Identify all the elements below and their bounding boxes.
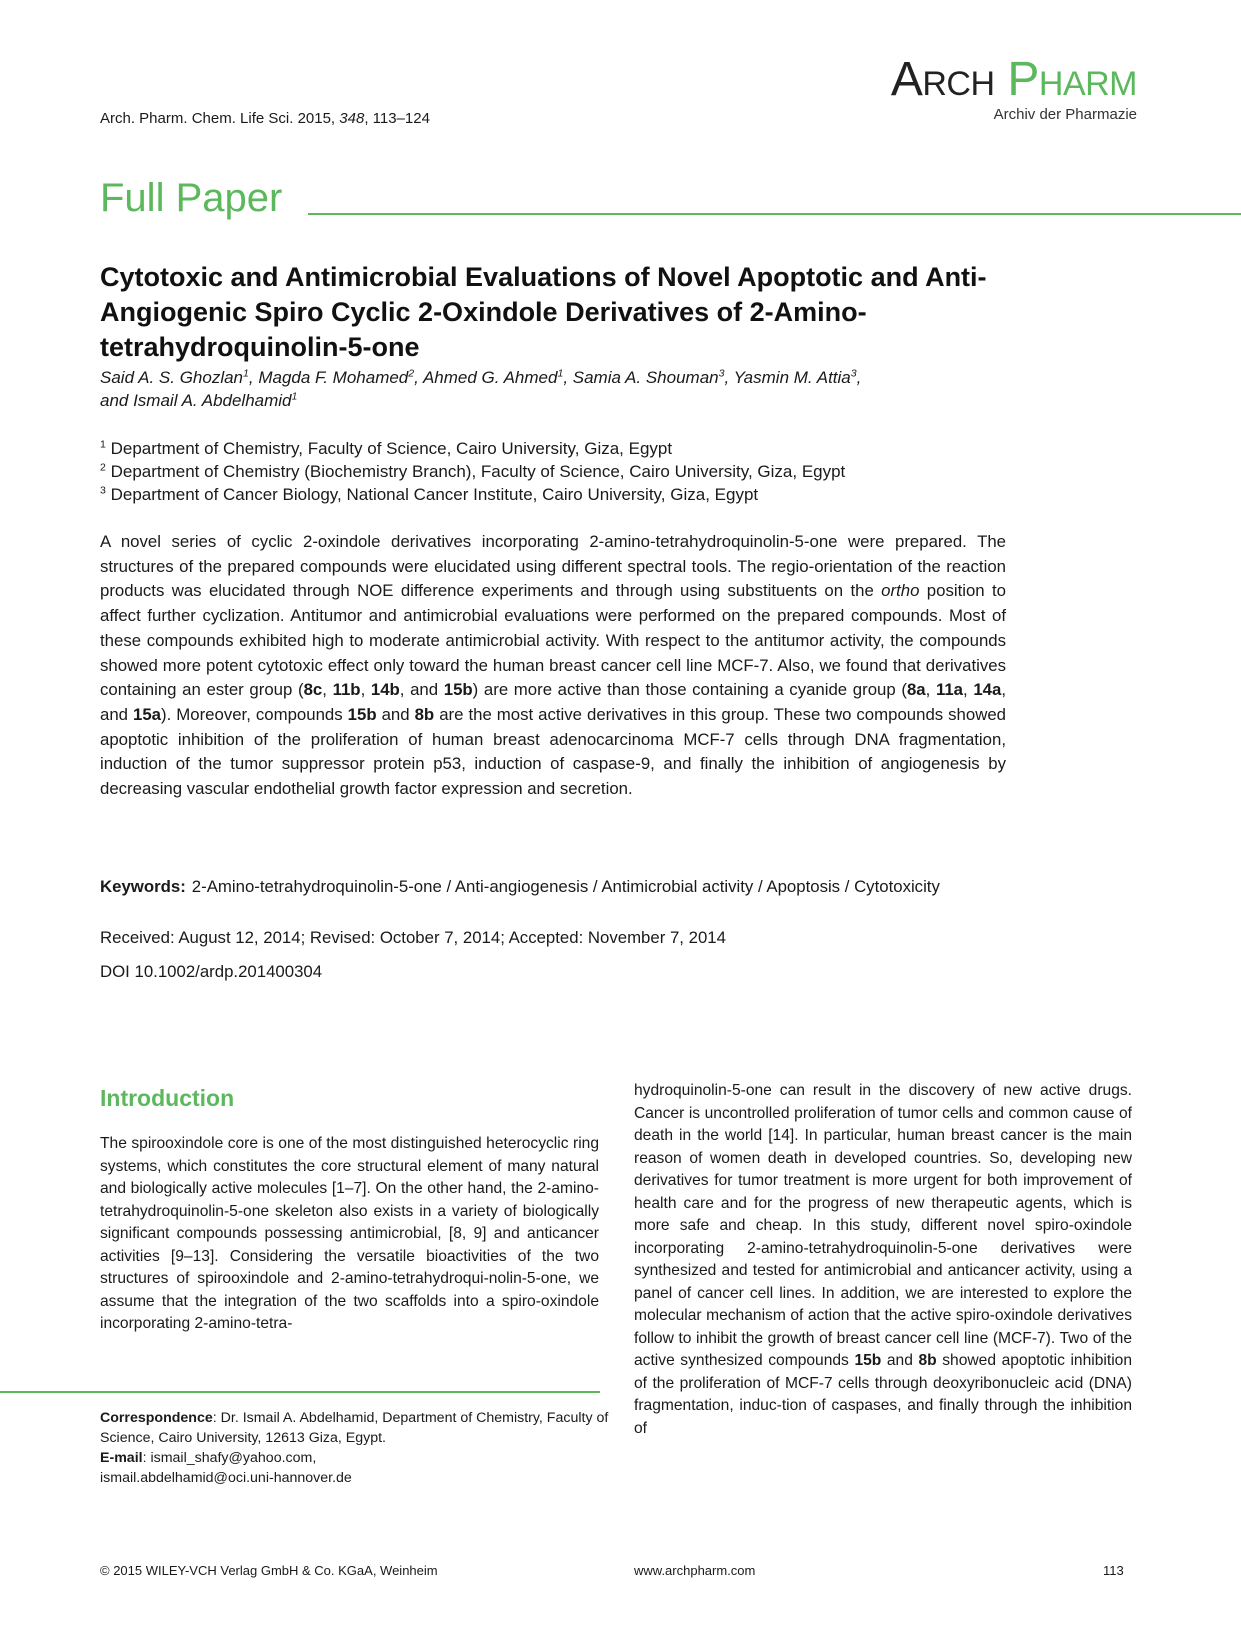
abstract-run: are the most active derivatives in this group. These two compounds showed apoptotic inhibition of the proliferation of human breast adenocarcinoma MCF-7 cells through DNA fragmentation, induction of the tumor suppressor protein p53, induction of caspase-9, and finally the inhibition of angiogenesis by decreasing vascular endothelial growth factor expression and secretion. [100, 704, 1007, 799]
logo-wordmark [891, 54, 1137, 106]
abstract-run: , [963, 680, 974, 700]
page-number: 113 [1103, 1563, 1124, 1578]
journal-pages: , 113–124 [364, 110, 430, 127]
abstract-run: 11a [935, 680, 964, 700]
intro-right-run: 15b [854, 1352, 882, 1369]
affiliation-number: 2 [100, 461, 106, 474]
logo-subtitle: Archiv der Pharmazie [993, 106, 1137, 123]
keywords-text: 2-Amino-tetrahydroquinolin-5-one / Anti-angiogenesis / Antimicrobial activity / Apoptosis / Cytotoxicity [191, 877, 940, 896]
affiliation-item [100, 437, 1060, 460]
abstract-run: , [322, 680, 333, 700]
author-name: Samia A. Shouman [572, 368, 719, 387]
author-affiliation-mark: 2 [408, 367, 415, 380]
abstract-run: , [925, 680, 936, 700]
author-separator: , [856, 368, 862, 387]
logo-pharm: Pharm [1007, 53, 1137, 106]
abstract-run: A novel series of cyclic 2-oxindole derivatives incorporating 2-amino-tetrahydroquinolin-5-one were prepared. The structures of the prepared compounds were elucidated using different spectral tools. The regio-orientation of the reaction products was elucidated through NOE difference experiments and through using substituents on the [100, 532, 1006, 601]
article-title: Cytotoxic and Antimicrobial Evaluations of Novel Apoptotic and Anti-Angiogenic Spiro Cyclic 2-Oxindole Derivatives of 2-Amino-tetrahydroquinolin-5-one [100, 262, 987, 362]
abstract-run: 14b [370, 680, 400, 700]
keywords-label: Keywords: [100, 877, 186, 896]
correspondence-rule [0, 1391, 600, 1393]
abstract [100, 530, 1006, 802]
affiliation-list [100, 437, 1060, 506]
journal-citation [100, 110, 430, 127]
abstract-run: position to affect further cyclization. Antitumor and antimicrobial evaluations were performed on the prepared compounds. Most of these compounds exhibited high to moderate antimicrobial activity. With respect to the antitumor activity, the compounds showed more potent cytotoxic effect only toward the human breast cancer cell line MCF-7. Also, we found that derivatives containing an ester group ( [100, 581, 1006, 700]
abstract-run: 11b [332, 680, 361, 700]
abstract-run: , and [100, 680, 1006, 724]
email-primary: : ismail_shafy@yahoo.com, [142, 1450, 317, 1466]
section-label: Full Paper [100, 176, 283, 220]
intro-left-run: The spirooxindole core is one of the most distinguished heterocyclic ring systems, which constitutes the core structural element of many natural and biologically active molecules [1–7]. On the other hand, the 2-amino-tetrahydroquinolin-5-one skeleton also exists in a variety of biologically significant compounds possessing antimicrobial, [8, 9] and anticancer activities [9–13]. Considering the versatile bioactivities of the two structures of spirooxindole and 2-amino-tetrahydroqui-nolin-5-one, we assume that the integration of the two scaffolds into a spiro-oxindole incorporating 2-amino-tetra- [100, 1135, 599, 1332]
intro-right-run: hydroquinolin-5-one can result in the discovery of new active drugs. Cancer is uncontrolled proliferation of tumor cells and common cause of death in the world [14]. In particular, human breast cancer is the main reason of women death in developed countries. So, developing new derivatives for tumor treatment is more urgent for both improvement of health care and for the progress of new therapeutic agents, which is more safe and cheap. In this study, different novel spiro-oxindole incorporating 2-amino-tetrahydroquinolin-5-one derivatives were synthesized and tested for antimicrobial and anticancer activity, using a panel of cancer cell lines. In addition, we are interested to explore the molecular mechanism of action that the active spiro-oxindole derivatives follow to inhibit the growth of breast cancer cell line (MCF-7). Two of the active synthesized compounds [634, 1082, 1132, 1369]
intro-right-run: and [881, 1352, 919, 1369]
article-dates: Received: August 12, 2014; Revised: October 7, 2014; Accepted: November 7, 2014 [100, 928, 726, 947]
section-rule [308, 213, 1241, 215]
author-name: Magda F. Mohamed [258, 368, 409, 387]
affiliation-number: 3 [100, 484, 106, 497]
author-name: Said A. S. Ghozlan [100, 368, 244, 387]
author-affiliation-mark: 1 [557, 367, 564, 380]
abstract-run: 15a [133, 704, 162, 724]
author-affiliation-mark: 1 [243, 367, 249, 380]
abstract-run: 15b [347, 704, 377, 724]
abstract-run: 8b [414, 704, 435, 724]
affiliation-item [100, 483, 1060, 506]
author-name: and Ismail A. Abdelhamid [100, 391, 292, 410]
intro-left-column [100, 1133, 599, 1336]
abstract-run: 14a [973, 680, 1002, 700]
abstract-run: ) are more active than those containing a cyanide group ( [472, 680, 907, 700]
intro-right-run: 8b [918, 1352, 937, 1369]
keywords [100, 875, 1006, 898]
author-list [100, 366, 1000, 412]
abstract-run: and [376, 704, 415, 724]
footer-copyright: © 2015 WILEY-VCH Verlag GmbH & Co. KGaA, Weinheim [100, 1563, 438, 1578]
author-name: Yasmin M. Attia [733, 368, 851, 387]
affiliation-text: Department of Chemistry (Biochemistry Branch), Faculty of Science, Cairo University, Giza, Egypt [105, 462, 846, 481]
footer-website: www.archpharm.com [634, 1563, 756, 1578]
journal-name: Arch. Pharm. Chem. Life Sci. 2015, [100, 110, 340, 127]
email-label: E-mail [100, 1450, 143, 1466]
journal-volume: 348 [339, 110, 365, 127]
correspondence-text: : Dr. Ismail A. Abdelhamid, Department of Chemistry, Faculty of Science, Cairo University, 12613 Giza, Egypt. [100, 1410, 609, 1446]
logo-arch: Arch [890, 53, 995, 106]
journal-logo [891, 54, 1137, 123]
author-separator: , [248, 368, 259, 387]
intro-right-run: showed apoptotic inhibition of the proliferation of MCF-7 cells through deoxyribonucleic acid (DNA) fragmentation, induc-tion of caspases, and finally through the inhibition of [634, 1352, 1133, 1437]
author-affiliation-mark: 3 [850, 367, 857, 380]
email-secondary: ismail.abdelhamid@oci.uni-hannover.de [100, 1470, 352, 1486]
abstract-run: , [360, 680, 371, 700]
correspondence [100, 1408, 620, 1488]
author-separator: , [724, 368, 734, 387]
correspondence-label: Correspondence [100, 1410, 213, 1426]
abstract-run: , and [399, 680, 444, 700]
article-doi: DOI 10.1002/ardp.201400304 [100, 962, 323, 981]
intro-heading: Introduction [100, 1085, 235, 1111]
intro-right-column [634, 1080, 1132, 1440]
abstract-run: ). Moreover, compounds [161, 704, 348, 724]
affiliation-number: 1 [100, 438, 106, 451]
abstract-run: 15b [443, 680, 473, 700]
abstract-run: 8a [906, 680, 926, 700]
affiliation-text: Department of Cancer Biology, National Cancer Institute, Cairo University, Giza, Egypt [105, 485, 759, 504]
abstract-run: 8c [303, 680, 323, 700]
author-affiliation-mark: 1 [291, 390, 298, 403]
author-name: Ahmed G. Ahmed [422, 368, 558, 387]
affiliation-text: Department of Chemistry, Faculty of Science, Cairo University, Giza, Egypt [105, 439, 673, 458]
author-separator: , [414, 368, 423, 387]
author-affiliation-mark: 3 [718, 367, 725, 380]
affiliation-item [100, 460, 1060, 483]
abstract-run: ortho [881, 581, 920, 601]
author-separator: , [563, 368, 573, 387]
